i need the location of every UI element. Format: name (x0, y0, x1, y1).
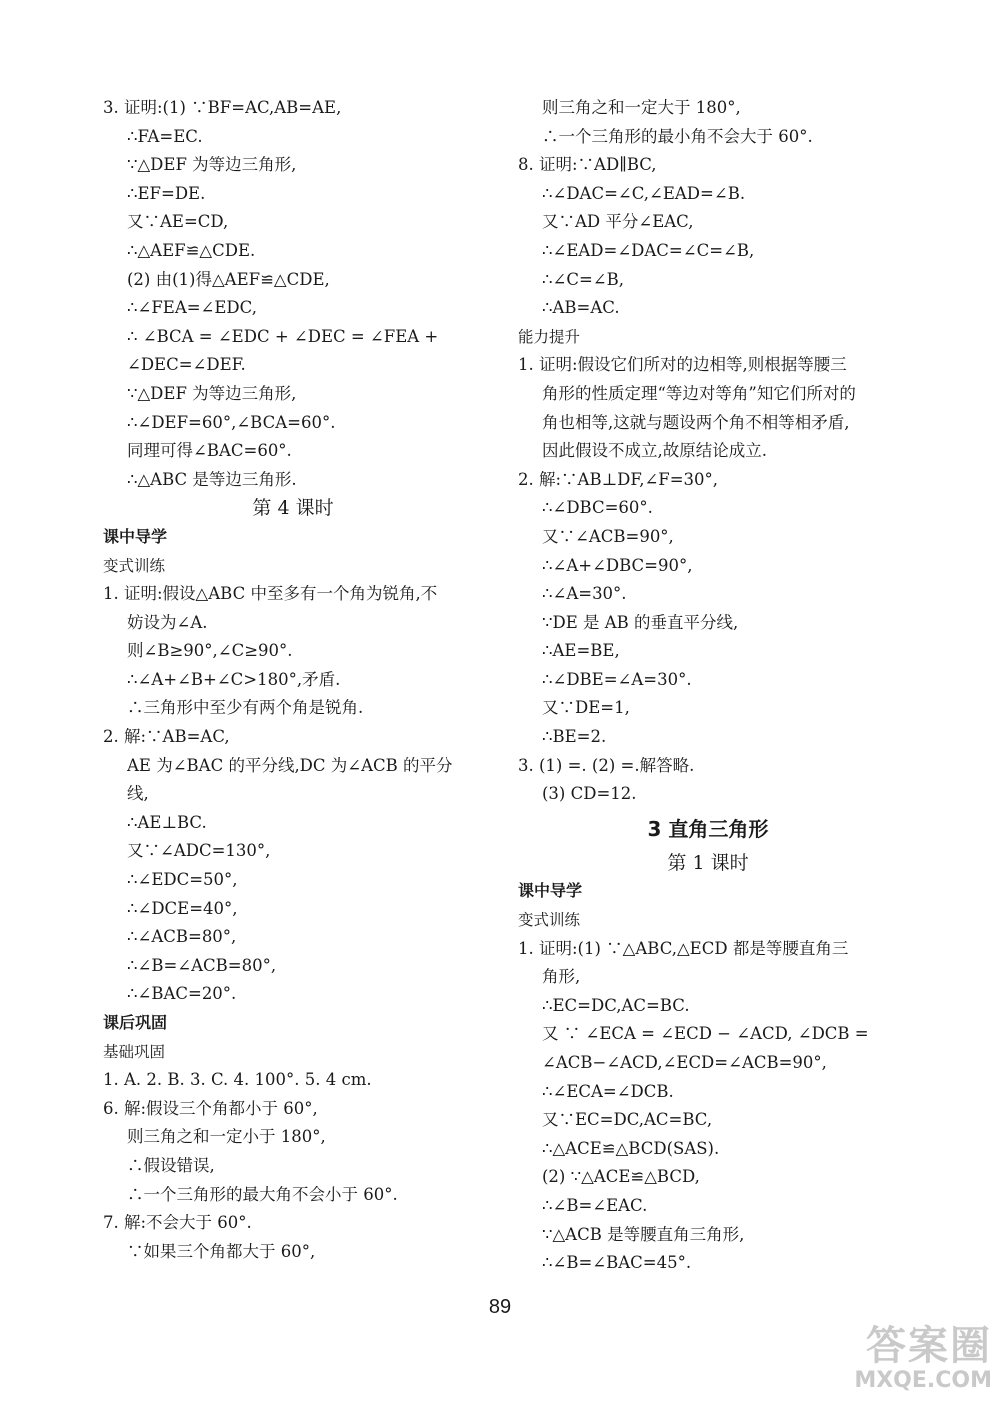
text-line: 1. 证明:假设△ABC 中至多有一个角为锐角,不 (103, 584, 438, 604)
text-line: ∴假设错误, (127, 1155, 215, 1175)
text-line: ∴AE⊥BC. (127, 812, 207, 832)
text-line: ∴∠BAC=20°. (127, 984, 237, 1004)
text-line: 2. 解:∵AB⊥DF,∠F=30°, (518, 469, 719, 489)
lesson-title: 第 1 课时 (667, 851, 749, 874)
text-line: 又∵AD 平分∠EAC, (542, 212, 694, 232)
left-column (103, 94, 483, 1266)
text-line: 角也相等,这就与题设两个角不相等相矛盾, (542, 412, 850, 432)
text-line: 线, (127, 784, 149, 804)
text-line: ∴∠DCE=40°, (127, 898, 238, 918)
text-line: 2. 解:∵AB=AC, (103, 727, 230, 747)
text-line: 则三角之和一定小于 180°, (127, 1127, 326, 1147)
text-line: ∴∠DBC=60°. (542, 498, 653, 518)
subsection-heading: 变式训练 (518, 911, 581, 930)
text-line: ∠ACB−∠ACD,∠ECD=∠ACB=90°, (542, 1053, 827, 1072)
text-line: ∵DE 是 AB 的垂直平分线, (542, 612, 739, 632)
text-line: ∴FA=EC. (127, 126, 203, 146)
text-line: 7. 解:不会大于 60°. (103, 1213, 252, 1233)
text-line: ∴EC=DC,AC=BC. (542, 995, 690, 1015)
text-line: ∴△AEF≌△CDE. (127, 240, 256, 260)
text-line: 角形, (542, 967, 581, 987)
text-line: ∴ ∠BCA = ∠EDC + ∠DEC = ∠FEA + (127, 326, 439, 346)
text-line: ∴∠A+∠B+∠C>180°,矛盾. (127, 669, 341, 689)
text-line: 1. 证明:(1) ∵△ABC,△ECD 都是等腰直角三 (518, 938, 849, 958)
text-line: ∵△ACB 是等腰直角三角形, (542, 1224, 745, 1244)
text-line: (2) 由(1)得△AEF≌△CDE, (127, 269, 330, 289)
subsection-heading: 变式训练 (103, 556, 166, 575)
text-line: ∴∠A=30°. (542, 584, 627, 604)
text-line: ∴AB=AC. (542, 298, 620, 318)
text-line: 6. 解:假设三个角都小于 60°, (103, 1098, 318, 1118)
text-line: (3) CD=12. (542, 784, 637, 804)
text-line: ∴∠ACB=80°, (127, 927, 237, 947)
text-line: 因此假设不成立,故原结论成立. (542, 441, 767, 461)
watermark-logo-text: 答案圈 (866, 1323, 992, 1369)
text-line: ∴AE=BE, (542, 641, 620, 661)
text-line: ∴∠A+∠DBC=90°, (542, 555, 693, 575)
text-line: ∴∠B=∠ACB=80°, (127, 955, 277, 975)
text-line: ∴∠DAC=∠C,∠EAD=∠B. (542, 183, 746, 203)
text-line: 3. (1) =. (2) =.解答略. (518, 755, 695, 775)
text-line: ∴三角形中至少有两个角是锐角. (127, 698, 364, 718)
text-line: 则三角之和一定大于 180°, (542, 98, 741, 117)
text-line: ∵如果三个角都大于 60°, (127, 1241, 316, 1261)
section-heading: 课中导学 (518, 881, 583, 901)
text-line: 1. 证明:假设它们所对的边相等,则根据等腰三 (518, 355, 847, 375)
chapter-title: 3 直角三角形 (647, 816, 769, 841)
text-line: 角形的性质定理“等边对等角”知它们所对的 (542, 383, 856, 403)
text-line: ∴△ACE≌△BCD(SAS). (542, 1138, 720, 1158)
text-line: ∵△DEF 为等边三角形, (127, 383, 297, 403)
text-line: 同理可得∠BAC=60°. (127, 441, 292, 461)
text-line: ∠DEC=∠DEF. (127, 355, 246, 375)
text-line: ∴∠EDC=50°, (127, 870, 238, 890)
text-line: ∴∠EAD=∠DAC=∠C=∠B, (542, 240, 755, 260)
text-line: 又∵DE=1, (542, 698, 630, 718)
text-line: 1. A. 2. B. 3. C. 4. 100°. 5. 4 cm. (103, 1070, 372, 1090)
section-heading: 课中导学 (103, 526, 168, 546)
lesson-title: 第 4 课时 (252, 497, 334, 520)
text-line: ∴BE=2. (542, 727, 607, 747)
text-line: ∴∠FEA=∠EDC, (127, 298, 257, 318)
text-line: ∴∠B=∠EAC. (542, 1195, 648, 1215)
text-line: ∴∠ECA=∠DCB. (542, 1081, 674, 1101)
text-line: 3. 证明:(1) ∵BF=AC,AB=AE, (103, 98, 342, 117)
text-line: 又∵EC=DC,AC=BC, (542, 1110, 713, 1130)
text-line: ∴∠B=∠BAC=45°. (542, 1253, 692, 1273)
subsection-heading: 能力提升 (518, 327, 581, 346)
text-line: ∴EF=DE. (127, 183, 206, 203)
text-line: 则∠B≥90°,∠C≥90°. (127, 641, 293, 661)
text-line: 又 ∵ ∠ECA = ∠ECD − ∠ACD, ∠DCB = (542, 1024, 869, 1044)
text-line: 又∵∠ADC=130°, (127, 841, 271, 861)
text-line: 又∵∠ACB=90°, (542, 526, 674, 546)
page-number: 89 (488, 1296, 512, 1318)
subsection-heading: 基础巩固 (103, 1042, 166, 1061)
text-line: ∴∠DBE=∠A=30°. (542, 669, 692, 689)
watermark-logo (802, 1324, 992, 1402)
text-line: ∴一个三角形的最大角不会小于 60°. (127, 1184, 398, 1204)
watermark-url: MXQE.COM (854, 1368, 992, 1393)
text-line: 又∵AE=CD, (127, 212, 229, 232)
right-column (518, 94, 898, 1278)
text-line: ∴一个三角形的最小角不会大于 60°. (542, 126, 813, 146)
text-line: (2) ∵△ACE≌△BCD, (542, 1167, 700, 1187)
text-line: AE 为∠BAC 的平分线,DC 为∠ACB 的平分 (127, 755, 453, 775)
text-line: ∴∠C=∠B, (542, 269, 624, 289)
text-line: ∴∠DEF=60°,∠BCA=60°. (127, 412, 336, 432)
text-line: 妨设为∠A. (127, 612, 208, 632)
text-line: ∵△DEF 为等边三角形, (127, 155, 297, 175)
section-heading: 课后巩固 (103, 1013, 168, 1032)
text-line: ∴△ABC 是等边三角形. (127, 469, 297, 489)
text-line: 8. 证明:∵AD∥BC, (518, 155, 657, 175)
